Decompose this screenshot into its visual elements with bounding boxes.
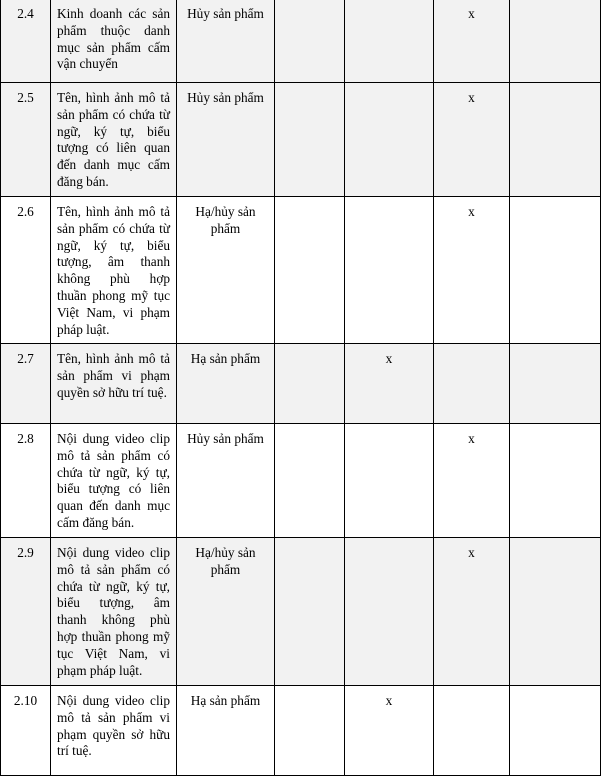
table-row bbox=[1, 538, 601, 686]
level-cell-2 bbox=[345, 538, 434, 686]
level-cell-1 bbox=[275, 424, 345, 538]
table-row bbox=[1, 0, 601, 83]
violation-description: Nội dung video clip mô tả sản phẩm vi phạm quyền sở hữu trí tuệ. bbox=[51, 686, 177, 776]
level-cell-4 bbox=[510, 424, 601, 538]
level-cell-2 bbox=[345, 83, 434, 197]
penalty-action: Hủy sản phẩm bbox=[177, 83, 275, 197]
penalty-action: Hạ/hủy sản phẩm bbox=[177, 197, 275, 344]
table-row bbox=[1, 424, 601, 538]
table-row bbox=[1, 344, 601, 424]
level-cell-4 bbox=[510, 83, 601, 197]
level-cell-4 bbox=[510, 344, 601, 424]
level-cell-3 bbox=[434, 686, 510, 776]
level-cell-2: x bbox=[345, 344, 434, 424]
row-number: 2.4 bbox=[1, 0, 51, 83]
level-cell-1 bbox=[275, 83, 345, 197]
violation-description: Tên, hình ảnh mô tả sản phẩm vi phạm quyền sở hữu trí tuệ. bbox=[51, 344, 177, 424]
row-number: 2.7 bbox=[1, 344, 51, 424]
level-cell-4 bbox=[510, 538, 601, 686]
level-cell-2: x bbox=[345, 686, 434, 776]
level-cell-3: x bbox=[434, 83, 510, 197]
level-cell-3: x bbox=[434, 538, 510, 686]
level-cell-2 bbox=[345, 424, 434, 538]
level-cell-2 bbox=[345, 0, 434, 83]
violation-description: Tên, hình ảnh mô tả sản phẩm có chứa từ ngữ, ký tự, biểu tượng, âm thanh không phù hợp thuần phong mỹ tục Việt Nam, vi phạm pháp luật. bbox=[51, 197, 177, 344]
level-cell-3: x bbox=[434, 424, 510, 538]
penalty-action: Hủy sản phẩm bbox=[177, 424, 275, 538]
level-cell-1 bbox=[275, 197, 345, 344]
penalty-action: Hủy sản phẩm bbox=[177, 0, 275, 83]
row-number: 2.9 bbox=[1, 538, 51, 686]
level-cell-4 bbox=[510, 197, 601, 344]
level-cell-1 bbox=[275, 538, 345, 686]
level-cell-3 bbox=[434, 344, 510, 424]
penalty-action: Hạ sản phẩm bbox=[177, 686, 275, 776]
level-cell-1 bbox=[275, 686, 345, 776]
level-cell-4 bbox=[510, 686, 601, 776]
level-cell-3: x bbox=[434, 0, 510, 83]
level-cell-2 bbox=[345, 197, 434, 344]
violation-description: Kinh doanh các sản phẩm thuộc danh mục sản phẩm cấm vận chuyển bbox=[51, 0, 177, 83]
penalty-action: Hạ/hủy sản phẩm bbox=[177, 538, 275, 686]
table-row bbox=[1, 83, 601, 197]
violation-description: Nội dung video clip mô tả sản phẩm có chứa từ ngữ, ký tự, biểu tượng có liên quan đến danh mục cấm đăng bán. bbox=[51, 424, 177, 538]
row-number: 2.6 bbox=[1, 197, 51, 344]
table-row bbox=[1, 197, 601, 344]
level-cell-3: x bbox=[434, 197, 510, 344]
violation-description: Tên, hình ảnh mô tả sản phẩm có chứa từ ngữ, ký tự, biểu tượng có liên quan đến danh mục cấm đăng bán. bbox=[51, 83, 177, 197]
violation-description: Nội dung video clip mô tả sản phẩm có chứa từ ngữ, ký tự, biểu tượng, âm thanh không phù hợp thuần phong mỹ tục Việt Nam, vi phạm pháp luật. bbox=[51, 538, 177, 686]
row-number: 2.5 bbox=[1, 83, 51, 197]
level-cell-1 bbox=[275, 0, 345, 83]
level-cell-1 bbox=[275, 344, 345, 424]
table-row bbox=[1, 686, 601, 776]
row-number: 2.10 bbox=[1, 686, 51, 776]
row-number: 2.8 bbox=[1, 424, 51, 538]
penalty-action: Hạ sản phẩm bbox=[177, 344, 275, 424]
level-cell-4 bbox=[510, 0, 601, 83]
